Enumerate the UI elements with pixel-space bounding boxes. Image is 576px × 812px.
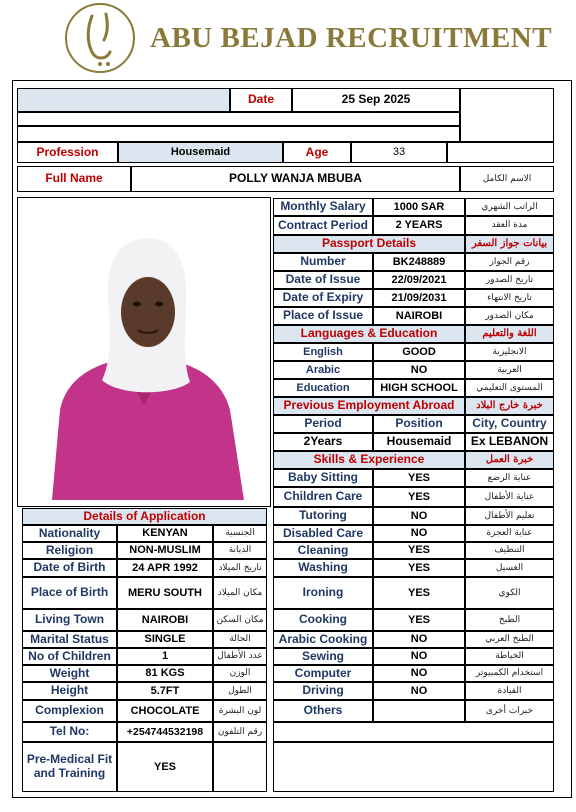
full-name-ar: الاسم الكامل [460,166,554,192]
passport-details-header: Passport Details [273,235,465,253]
full-name-value: POLLY WANJA MBUBA [131,166,460,192]
date-of-expiry-label: Date of Expiry [273,289,373,307]
skill-tutoring-label: Tutoring [273,507,373,525]
skill-driving-value: NO [373,682,465,700]
marital-status-label: Marital Status [22,631,117,648]
complexion-ar: لون البشرة [213,700,267,722]
no-of-children-value: 1 [117,648,213,665]
nationality-ar: الجنسية [213,525,267,542]
skill-arabic-cooking-ar: الطبخ العربي [465,631,554,648]
date-of-issue-ar: تاريخ الصدور [465,271,554,289]
skill-washing-ar: الغسيل [465,559,554,577]
skill-computer-ar: استخدام الكمبيوتر [465,665,554,682]
height-ar: الطول [213,682,267,700]
age-value: 33 [351,142,447,163]
top-blank-cell [17,88,230,112]
place-of-birth-value: MERU SOUTH [117,577,213,609]
place-of-issue-label: Place of Issue [273,307,373,325]
company-name: ABU BEJAD RECRUITMENT [150,22,553,54]
company-logo [62,2,138,74]
education-ar: المستوى التعليمي [465,379,554,397]
prev-city-country-header: City, Country [465,415,554,433]
skill-children-care-label: Children Care [273,487,373,507]
photo-frame [17,197,271,507]
pre-medical-fit-value: YES [117,742,213,792]
full-name-label: Full Name [17,166,131,192]
skill-disabled-care-label: Disabled Care [273,525,373,542]
marital-status-value: SINGLE [117,631,213,648]
prev-period-value: 2Years [273,433,373,451]
age-label: Age [283,142,351,163]
contract-period-value: 2 YEARS [373,216,465,235]
pre-medical-fit-label: Pre-Medical Fit and Training [22,742,117,792]
place-of-issue-ar: مكان الصدور [465,307,554,325]
skill-driving-ar: القيادة [465,682,554,700]
page-header [0,0,576,78]
date-of-expiry-value: 21/09/2031 [373,289,465,307]
skill-baby-sitting-label: Baby Sitting [273,469,373,487]
skill-sewing-value: NO [373,648,465,665]
nationality-label: Nationality [22,525,117,542]
date-of-issue-value: 22/09/2021 [373,271,465,289]
skill-ironing-ar: الكوي [465,577,554,609]
pre-medical-fit-blank [213,742,267,792]
date-value: 25 Sep 2025 [292,88,460,112]
skill-others-ar: خبرات أخرى [465,700,554,722]
right-blank-row-1 [273,722,554,742]
details-of-application-header: Details of Application [22,508,267,525]
monthly-salary-ar: الراتب الشهري [465,198,554,216]
skill-disabled-care-value: NO [373,525,465,542]
tel-no-ar: رقم التلفون [213,722,267,742]
skill-sewing-ar: الخياطة [465,648,554,665]
weight-ar: الوزن [213,665,267,682]
living-town-ar: مكان السكن [213,609,267,631]
complexion-label: Complexion [22,700,117,722]
skill-ironing-label: Ironing [273,577,373,609]
skill-washing-label: Washing [273,559,373,577]
skill-cleaning-label: Cleaning [273,542,373,559]
skill-children-care-ar: عناية الأطفال [465,487,554,507]
tel-no-value: +254744532198 [117,722,213,742]
date-of-birth-ar: تاريخ الميلاد [213,559,267,577]
skill-cooking-label: Cooking [273,609,373,631]
living-town-value: NAIROBI [117,609,213,631]
arabic-ar: العربية [465,361,554,379]
education-value: HIGH SCHOOL [373,379,465,397]
previous-employment-header: Previous Employment Abroad [273,397,465,415]
religion-ar: الديانة [213,542,267,559]
skill-computer-value: NO [373,665,465,682]
skill-cleaning-value: YES [373,542,465,559]
english-value: GOOD [373,343,465,361]
skill-driving-label: Driving [273,682,373,700]
date-of-birth-label: Date of Birth [22,559,117,577]
skill-arabic-cooking-label: Arabic Cooking [273,631,373,648]
skill-tutoring-ar: تعليم الأطفال [465,507,554,525]
arabic-label: Arabic [273,361,373,379]
skill-tutoring-value: NO [373,507,465,525]
contract-period-ar: مدة العقد [465,216,554,235]
skills-experience-header-ar: خبرة العمل [465,451,554,469]
skill-others-value [373,700,465,722]
previous-employment-header-ar: خبرة خارج البلاد [465,397,554,415]
height-value: 5.7FT [117,682,213,700]
religion-value: NON-MUSLIM [117,542,213,559]
english-label: English [273,343,373,361]
skill-cooking-ar: الطبخ [465,609,554,631]
languages-education-header-ar: اللغة والتعليم [465,325,554,343]
age-blank [447,142,554,163]
passport-number-ar: رقم الجواز [465,253,554,271]
place-of-issue-value: NAIROBI [373,307,465,325]
date-of-expiry-ar: تاريخ الانتهاء [465,289,554,307]
skill-ironing-value: YES [373,577,465,609]
monthly-salary-label: Monthly Salary [273,198,373,216]
blank-row-2 [17,126,460,142]
skills-experience-header: Skills & Experience [273,451,465,469]
skill-others-label: Others [273,700,373,722]
weight-value: 81 KGS [117,665,213,682]
marital-status-ar: الحالة [213,631,267,648]
arabic-value: NO [373,361,465,379]
right-blank-row-2 [273,742,554,792]
skill-baby-sitting-ar: عناية الرضع [465,469,554,487]
languages-education-header: Languages & Education [273,325,465,343]
education-label: Education [273,379,373,397]
weight-label: Weight [22,665,117,682]
blank-row-1 [17,112,460,126]
top-right-blank [460,88,554,142]
skill-baby-sitting-value: YES [373,469,465,487]
passport-number-label: Number [273,253,373,271]
contract-period-label: Contract Period [273,216,373,235]
date-label: Date [230,88,292,112]
place-of-birth-ar: مكان الميلاد [213,577,267,609]
profession-label: Profession [17,142,118,163]
prev-position-value: Housemaid [373,433,465,451]
prev-period-header: Period [273,415,373,433]
passport-number-value: BK248889 [373,253,465,271]
date-of-issue-label: Date of Issue [273,271,373,289]
skill-sewing-label: Sewing [273,648,373,665]
religion-label: Religion [22,542,117,559]
prev-position-header: Position [373,415,465,433]
date-of-birth-value: 24 APR 1992 [117,559,213,577]
skill-washing-value: YES [373,559,465,577]
skill-cleaning-ar: التنظيف [465,542,554,559]
complexion-value: CHOCOLATE [117,700,213,722]
tel-no-label: Tel No: [22,722,117,742]
passport-details-header-ar: بيانات جواز السفر [465,235,554,253]
height-label: Height [22,682,117,700]
monthly-salary-value: 1000 SAR [373,198,465,216]
skill-children-care-value: YES [373,487,465,507]
no-of-children-label: No of Children [22,648,117,665]
skill-computer-label: Computer [273,665,373,682]
skill-cooking-value: YES [373,609,465,631]
no-of-children-ar: عدد الأطفال [213,648,267,665]
skill-disabled-care-ar: عناية العجزة [465,525,554,542]
living-town-label: Living Town [22,609,117,631]
english-ar: الانجليزية [465,343,554,361]
prev-city-country-value: Ex LEBANON [465,433,554,451]
nationality-value: KENYAN [117,525,213,542]
place-of-birth-label: Place of Birth [22,577,117,609]
profession-value: Housemaid [118,142,283,163]
skill-arabic-cooking-value: NO [373,631,465,648]
